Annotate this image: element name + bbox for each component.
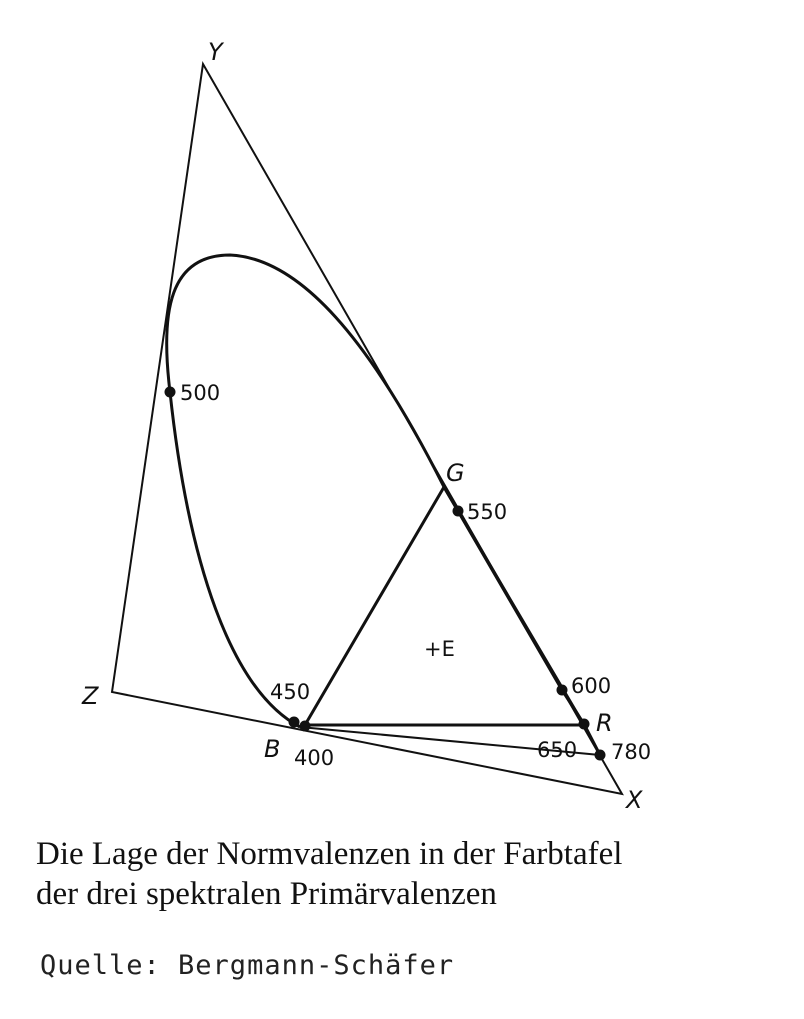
caption-line-2: der drei spektralen Primärvalenzen <box>36 876 497 912</box>
point-500 <box>165 387 176 398</box>
wavelength-600: 600 <box>571 674 612 698</box>
wavelength-500: 500 <box>180 381 221 405</box>
white-point-label: +E <box>424 637 455 661</box>
wavelength-450: 450 <box>270 680 311 704</box>
spectral-locus <box>167 255 600 755</box>
point-400 <box>300 721 311 732</box>
source-credit: Quelle: Bergmann-Schäfer <box>40 950 455 981</box>
figure-caption <box>36 834 796 914</box>
caption-line-1: Die Lage der Normvalenzen in der Farbtafel <box>36 836 623 872</box>
label-y: Y <box>208 38 223 66</box>
xyz-triangle <box>112 64 622 794</box>
label-x: X <box>626 786 643 814</box>
wavelength-550: 550 <box>467 500 508 524</box>
point-450 <box>289 717 300 728</box>
wavelength-650: 650 <box>537 738 578 762</box>
label-r: R <box>596 709 613 737</box>
point-550 <box>453 506 464 517</box>
wavelength-780: 780 <box>611 740 652 764</box>
point-650 <box>579 719 590 730</box>
label-z: Z <box>82 682 99 710</box>
label-g: G <box>446 459 465 487</box>
point-780 <box>595 750 606 761</box>
wavelength-400: 400 <box>294 746 335 770</box>
point-600 <box>557 685 568 696</box>
label-b: B <box>264 735 281 763</box>
rgb-triangle <box>305 487 584 725</box>
